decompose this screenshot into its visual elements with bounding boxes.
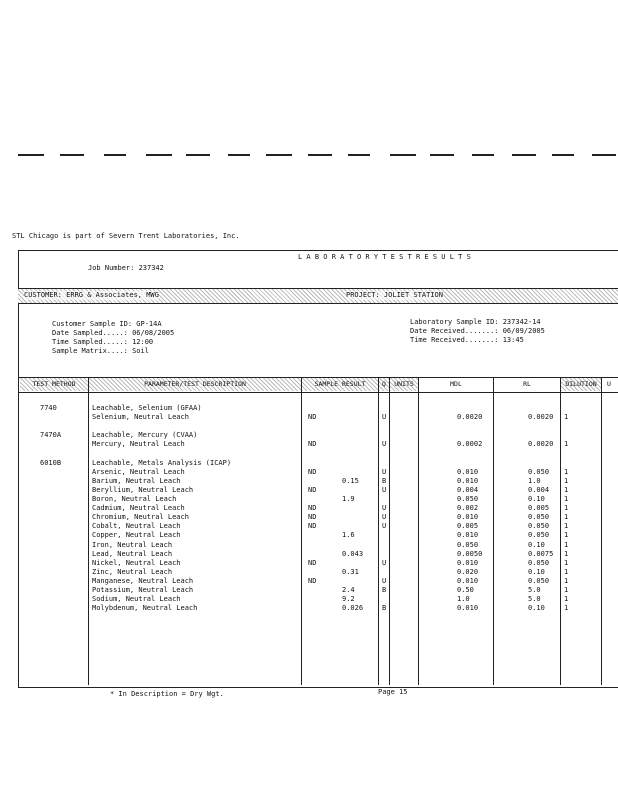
time-sampled: Time Sampled.....: 12:00: [52, 338, 154, 346]
col-parameter: PARAMETER/TEST DESCRIPTION: [89, 378, 302, 391]
col-mdl: MDL: [419, 378, 494, 391]
customer-sample-id: Customer Sample ID: GP-14A: [52, 320, 162, 328]
table-row: [0, 550, 618, 559]
mdl-value: 0.0020: [457, 413, 483, 422]
parameter: Iron, Neutral Leach: [92, 540, 173, 549]
date-received: Date Received.......: 06/09/2005: [410, 327, 545, 335]
footer-note: * In Description = Dry Wgt.: [110, 690, 224, 698]
rl-value: 0.10: [528, 604, 545, 613]
test-method: 7740: [40, 404, 57, 412]
mdl-value: 0.050: [457, 540, 479, 549]
table-row: [0, 504, 618, 513]
dilution-value: 1: [564, 531, 569, 540]
table-row: [0, 450, 618, 459]
sample-result: 9.2: [342, 595, 355, 604]
dilution-value: 1: [564, 513, 569, 522]
mdl-value: 0.010: [457, 531, 479, 540]
table-row: [0, 568, 618, 577]
mdl-value: 0.0002: [457, 440, 483, 449]
table-row: [0, 440, 618, 449]
qualifier: U: [382, 440, 387, 449]
rl-value: 1.0: [528, 476, 541, 485]
mdl-value: 0.010: [457, 467, 479, 476]
parameter: Lead, Neutral Leach: [92, 549, 173, 558]
table-row: [0, 459, 618, 468]
mdl-value: 0.50: [457, 586, 474, 594]
rl-value: 0.0075: [528, 549, 554, 558]
mdl-value: 0.002: [457, 504, 479, 513]
dilution-value: 1: [564, 413, 569, 422]
parameter: Leachable, Metals Analysis (ICAP): [92, 458, 232, 467]
mdl-value: 0.010: [457, 558, 479, 567]
rl-value: 5.0: [528, 586, 541, 594]
nd-flag: ND: [308, 576, 317, 585]
qualifier: U: [382, 513, 387, 522]
parameter: Beryllium, Neutral Leach: [92, 485, 194, 494]
date-sampled: Date Sampled.....: 06/08/2005: [52, 329, 175, 337]
parameter: Sodium, Neutral Leach: [92, 595, 181, 604]
parameter: Chromium, Neutral Leach: [92, 513, 189, 522]
dilution-value: 1: [564, 595, 569, 604]
dilution-value: 1: [564, 549, 569, 558]
dilution-value: 1: [564, 558, 569, 567]
mdl-value: 0.004: [457, 485, 479, 494]
table-row: [0, 577, 618, 586]
table-row: [0, 404, 618, 413]
col-units: UNITS: [390, 378, 419, 391]
mdl-value: 0.010: [457, 604, 479, 613]
sample-result: 0.026: [342, 604, 364, 613]
mdl-value: 0.010: [457, 576, 479, 585]
parameter: Leachable, Mercury (CVAA): [92, 431, 198, 440]
qualifier: U: [382, 558, 387, 567]
rl-value: 0.050: [528, 467, 550, 476]
rl-value: 0.0020: [528, 413, 554, 422]
parameter: Arsenic, Neutral Leach: [92, 467, 185, 476]
project-label: PROJECT: JOLIET STATION: [346, 291, 443, 299]
table-row: [0, 431, 618, 440]
table-row: [0, 595, 618, 604]
parameter: Leachable, Selenium (GFAA): [92, 404, 202, 412]
col-test-method: TEST METHOD: [20, 378, 89, 391]
qualifier: U: [382, 576, 387, 585]
mdl-value: 0.005: [457, 522, 479, 531]
qualifier: B: [382, 586, 387, 594]
rl-value: 0.005: [528, 504, 550, 513]
sample-result: 1.6: [342, 531, 355, 540]
col-q: Q: [379, 378, 390, 391]
dilution-value: 1: [564, 467, 569, 476]
table-row: [0, 477, 618, 486]
dilution-value: 1: [564, 504, 569, 513]
rl-value: 0.10: [528, 495, 545, 503]
sample-result: 1.9: [342, 495, 355, 503]
parameter: Boron, Neutral Leach: [92, 495, 177, 503]
table-row: [0, 531, 618, 540]
sample-result: 0.31: [342, 567, 359, 576]
mdl-value: 1.0: [457, 595, 470, 604]
parameter: Cadmium, Neutral Leach: [92, 504, 185, 513]
dilution-value: 1: [564, 567, 569, 576]
dilution-value: 1: [564, 522, 569, 531]
parameter: Molybdenum, Neutral Leach: [92, 604, 198, 613]
mdl-value: 0.0050: [457, 549, 483, 558]
rl-value: 0.050: [528, 522, 550, 531]
dilution-value: 1: [564, 440, 569, 449]
table-row: [0, 522, 618, 531]
nd-flag: ND: [308, 513, 317, 522]
col-sample-result: SAMPLE RESULT: [302, 378, 379, 391]
rl-value: 0.050: [528, 576, 550, 585]
table-row: [0, 468, 618, 477]
rl-value: 0.050: [528, 513, 550, 522]
rl-value: 0.050: [528, 558, 550, 567]
report-title: L A B O R A T O R Y T E S T R E S U L T S: [298, 253, 471, 261]
dilution-value: 1: [564, 540, 569, 549]
nd-flag: ND: [308, 522, 317, 531]
mdl-value: 0.010: [457, 513, 479, 522]
sample-matrix: Sample Matrix....: Soil: [52, 347, 149, 355]
nd-flag: ND: [308, 485, 317, 494]
sample-result: 0.15: [342, 476, 359, 485]
rl-value: 0.050: [528, 531, 550, 540]
parameter: Mercury, Neutral Leach: [92, 440, 185, 449]
nd-flag: ND: [308, 440, 317, 449]
parameter: Copper, Neutral Leach: [92, 531, 181, 540]
rl-value: 0.0020: [528, 440, 554, 449]
qualifier: U: [382, 467, 387, 476]
table-row: [0, 422, 618, 431]
nd-flag: ND: [308, 558, 317, 567]
dilution-value: 1: [564, 586, 569, 594]
parameter: Selenium, Neutral Leach: [92, 413, 189, 422]
qualifier: B: [382, 476, 387, 485]
table-row: [0, 495, 618, 504]
parameter: Manganese, Neutral Leach: [92, 576, 194, 585]
col-dilution: DILUTION: [561, 378, 602, 391]
mdl-value: 0.020: [457, 567, 479, 576]
parameter: Cobalt, Neutral Leach: [92, 522, 181, 531]
table-row: [0, 486, 618, 495]
nd-flag: ND: [308, 413, 317, 422]
dilution-value: 1: [564, 604, 569, 613]
sample-info-left: [52, 320, 174, 356]
table-row: [0, 559, 618, 568]
qualifier: B: [382, 604, 387, 613]
parameter: Nickel, Neutral Leach: [92, 558, 181, 567]
company-note: STL Chicago is part of Severn Trent Laboratories, Inc.: [12, 232, 240, 240]
dilution-value: 1: [564, 476, 569, 485]
qualifier: U: [382, 485, 387, 494]
job-number: Job Number: 237342: [88, 264, 164, 272]
nd-flag: ND: [308, 467, 317, 476]
sample-result: 0.043: [342, 549, 364, 558]
qualifier: U: [382, 504, 387, 513]
test-method: 7470A: [40, 431, 62, 440]
results-table-body: [0, 404, 618, 684]
table-row: [0, 541, 618, 550]
customer-label: CUSTOMER: ERRG & Associates, MWG: [24, 291, 159, 299]
parameter: Zinc, Neutral Leach: [92, 567, 173, 576]
table-row: [0, 604, 618, 613]
dilution-value: 1: [564, 576, 569, 585]
test-method: 6010B: [40, 458, 62, 467]
parameter: Barium, Neutral Leach: [92, 476, 181, 485]
parameter: Potassium, Neutral Leach: [92, 586, 194, 594]
col-extra: U: [607, 380, 611, 388]
mdl-value: 0.050: [457, 495, 479, 503]
sample-result: 2.4: [342, 586, 355, 594]
col-rl: RL: [494, 378, 561, 391]
page-number: Page 15: [378, 688, 408, 696]
qualifier: U: [382, 413, 387, 422]
time-received: Time Received.......: 13:45: [410, 336, 524, 344]
nd-flag: ND: [308, 504, 317, 513]
rl-value: 0.004: [528, 485, 550, 494]
sample-info-right: [410, 318, 545, 345]
qualifier: U: [382, 522, 387, 531]
rl-value: 0.10: [528, 567, 545, 576]
dilution-value: 1: [564, 495, 569, 503]
table-row: [0, 586, 618, 595]
rl-value: 5.0: [528, 595, 541, 604]
lab-sample-id: Laboratory Sample ID: 237342-14: [410, 318, 541, 326]
table-row: [0, 513, 618, 522]
rl-value: 0.10: [528, 540, 545, 549]
dilution-value: 1: [564, 485, 569, 494]
mdl-value: 0.010: [457, 476, 479, 485]
table-row: [0, 413, 618, 422]
